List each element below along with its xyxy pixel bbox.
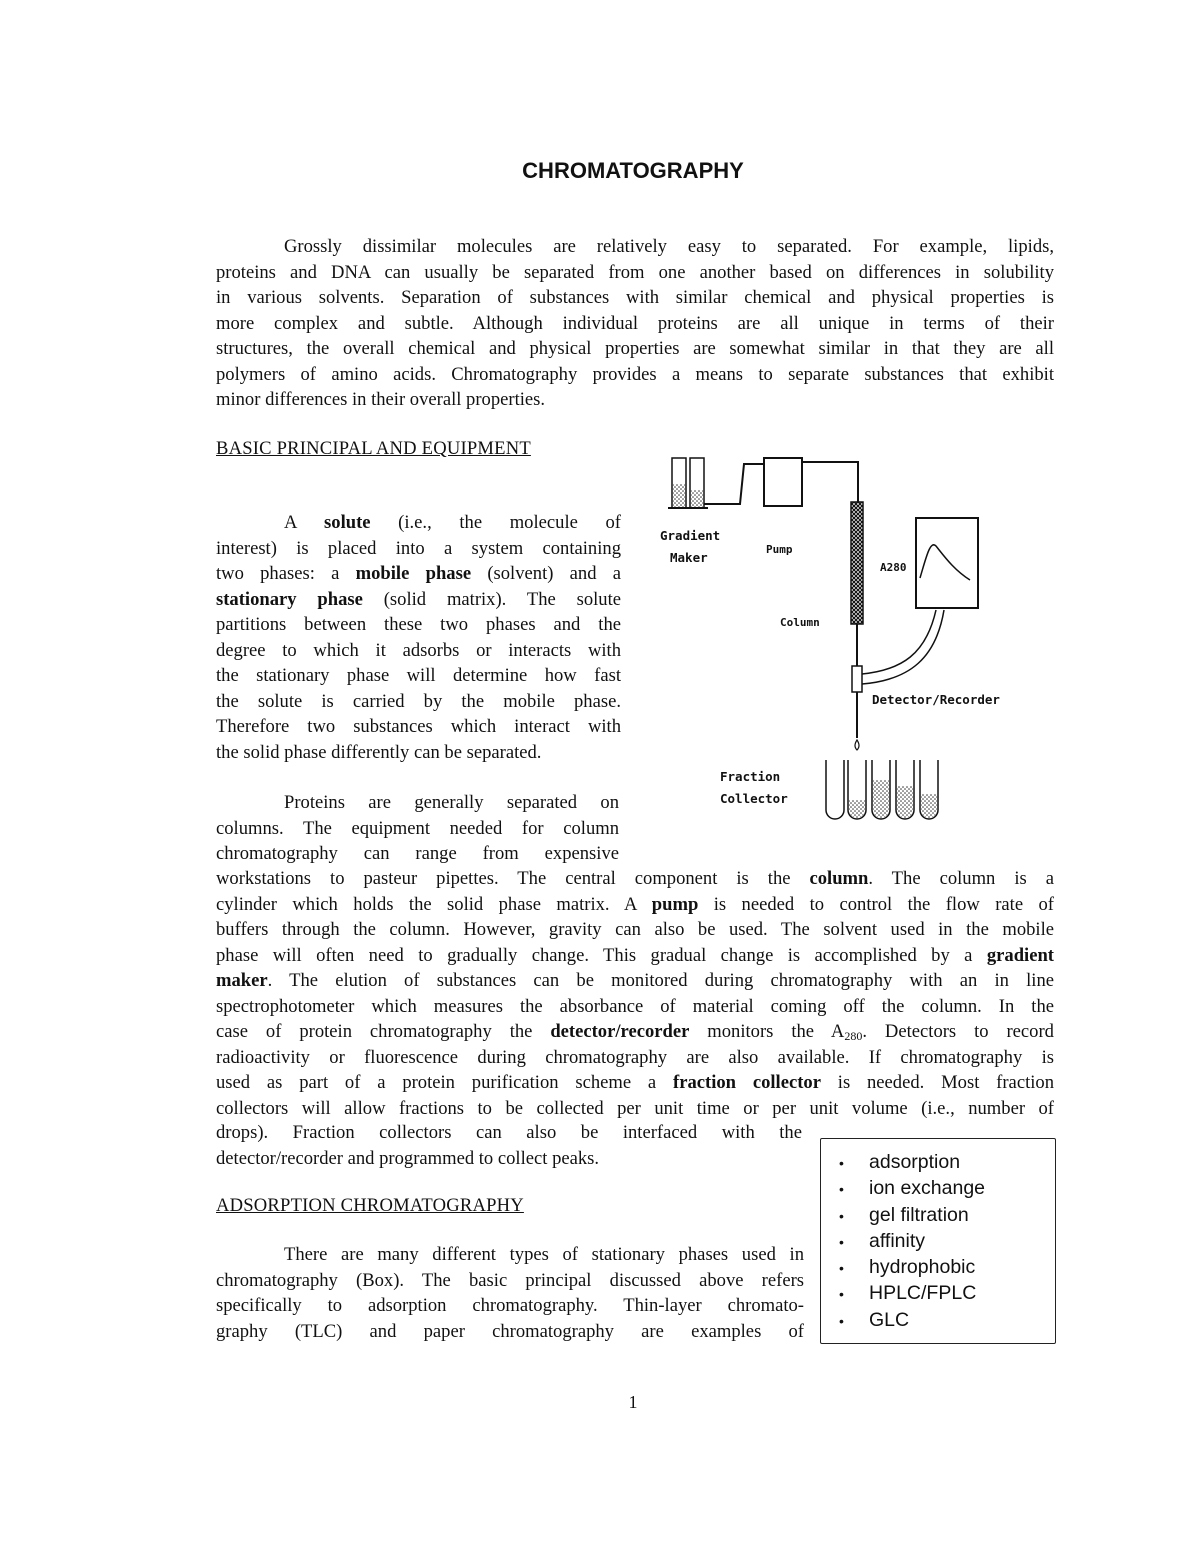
text-span: . The column is a (868, 868, 1054, 889)
text-span: (i.e., the molecule of (370, 512, 621, 533)
text-line: the solute is carried by the mobile phase. (216, 690, 621, 712)
bullet: • (839, 1155, 844, 1171)
text-line (216, 1019, 1054, 1045)
text-line: spectrophotometer which measures the absorbance of material coming off the column. In the (216, 995, 1054, 1017)
text-span: is needed. Most fraction (820, 1072, 1054, 1093)
chromatography-equipment-diagram (640, 448, 1040, 838)
term-column: column (809, 868, 869, 889)
text-line: degree to which it adsorbs or interacts with (216, 639, 621, 661)
section-heading-basic-principal: BASIC PRINCIPAL AND EQUIPMENT (216, 438, 531, 459)
types-list (839, 1149, 985, 1333)
list-item-label: gel filtration (869, 1203, 969, 1226)
label-pump: Pump (766, 543, 793, 556)
list-item (839, 1149, 985, 1175)
list-item (839, 1280, 985, 1306)
text-span: is needed to control the flow rate of (698, 893, 1054, 915)
text-line (216, 1070, 1054, 1096)
text-line (216, 866, 1054, 892)
list-item-label: affinity (869, 1229, 926, 1252)
bullet: • (839, 1312, 844, 1329)
bullet: • (839, 1260, 844, 1277)
term-gradient: gradient (986, 944, 1054, 966)
text-span: . The elution of substances can be monitored during chromatography with an in line (267, 970, 1054, 991)
text-line: interest) is placed into a system containing (216, 537, 621, 559)
list-item (839, 1254, 985, 1280)
protein-paragraph-top (216, 790, 619, 867)
text-line: chromatography (Box). The basic principal discussed above refers (216, 1269, 804, 1291)
text-line: Therefore two substances which interact with (216, 716, 621, 737)
list-item-label: ion exchange (869, 1177, 986, 1200)
section-heading-adsorption: ADSORPTION CHROMATOGRAPHY (216, 1195, 524, 1216)
bullet: • (839, 1181, 844, 1198)
text-line (216, 587, 621, 613)
bullet: • (839, 1286, 844, 1303)
list-item (839, 1175, 985, 1201)
text-span: A (284, 512, 325, 533)
list-item (839, 1307, 985, 1333)
text-line (216, 561, 621, 587)
term-maker: maker (216, 970, 268, 991)
bullet: • (839, 1233, 844, 1250)
text-span: monitors the A (689, 1021, 845, 1042)
text-line: the stationary phase will determine how fast (216, 665, 621, 686)
text-line: specifically to adsorption chromatography. Thin-layer chromato- (216, 1295, 804, 1316)
term-solute: solute (324, 512, 371, 533)
text-line: Grossly dissimilar molecules are relatively easy to separated. For example, lipids, (284, 236, 1054, 257)
text-span: phase will often need to gradually change. This gradual change is accomplished by a (216, 944, 987, 966)
text-line: partitions between these two phases and the (216, 614, 621, 635)
list-item-label: hydrophobic (869, 1256, 976, 1279)
text-line: structures, the overall chemical and physical properties are somewhat similar in that they are all (216, 338, 1054, 359)
text-line: minor differences in their overall properties. (216, 389, 546, 410)
page-number: 1 (628, 1392, 638, 1412)
term-fraction-collector: fraction collector (673, 1072, 821, 1093)
text-line: graphy (TLC) and paper chromatography are examples of (216, 1320, 804, 1342)
text-line (216, 510, 621, 536)
intro-paragraph (216, 234, 1054, 413)
list-item-label: GLC (869, 1308, 910, 1331)
text-line (216, 968, 1054, 994)
text-span: workstations to pasteur pipettes. The central component is the (216, 868, 810, 889)
text-line: There are many different types of stationary phases used in (284, 1244, 804, 1265)
fraction-collector-icon (826, 760, 938, 819)
term-mobile-phase: mobile phase (355, 563, 472, 584)
text-line: more complex and subtle. Although individual proteins are all unique in terms of their (216, 312, 1054, 334)
list-item-label: adsorption (869, 1151, 961, 1173)
solute-paragraph (216, 510, 621, 765)
list-item-label: HPLC/FPLC (869, 1282, 977, 1305)
label-gradient-maker-1: Gradient (660, 528, 721, 543)
text-span: case of protein chromatography the (216, 1021, 551, 1042)
label-fraction-2: Collector (720, 791, 788, 806)
text-line: proteins and DNA can usually be separated from one another based on differences in solubility (216, 261, 1054, 283)
text-line: buffers through the column. However, gravity can also be used. The solvent used in the mobile (216, 919, 1054, 940)
text-span: (solvent) and a (471, 563, 622, 584)
text-line: polymers of amino acids. Chromatography provides a means to separate substances that exhibit (216, 363, 1054, 385)
column-icon (851, 502, 863, 666)
text-span: two phases: a (216, 563, 356, 584)
label-column: Column (780, 616, 820, 629)
text-span: . Detectors to record (862, 1021, 1054, 1042)
adsorption-paragraph (216, 1242, 804, 1344)
text-span: used as part of a protein purification scheme a (216, 1072, 674, 1093)
text-line (216, 943, 1054, 969)
text-line: in various solvents. Separation of substances with similar chemical and physical properties is (216, 287, 1054, 308)
term-pump: pump (651, 893, 699, 915)
text-line: drops). Fraction collectors can also be interfaced with the (216, 1122, 802, 1143)
label-fraction-1: Fraction (720, 769, 781, 784)
text-line: columns. The equipment needed for column (216, 817, 619, 839)
gradient-maker-icon (668, 458, 764, 508)
label-gradient-maker-2: Maker (670, 550, 708, 565)
term-detector-recorder: detector/recorder (550, 1021, 690, 1042)
pump-icon (764, 458, 858, 506)
text-span: cylinder which holds the solid phase matrix. A (216, 893, 652, 915)
protein-paragraph-wide (216, 866, 1054, 1121)
recorder-icon (916, 518, 978, 608)
text-line: detector/recorder and programmed to collect peaks. (216, 1147, 600, 1169)
label-a280: A280 (880, 561, 907, 574)
term-stationary-phase: stationary phase (216, 588, 363, 610)
bullet: • (839, 1207, 844, 1224)
page-title: CHROMATOGRAPHY (522, 158, 744, 183)
text-line: collectors will allow fractions to be collected per unit time or per unit volume (i.e., number of (216, 1097, 1054, 1119)
protein-paragraph-end (216, 1120, 802, 1171)
label-detector-recorder: Detector/Recorder (872, 692, 1000, 707)
text-span: (solid matrix). The solute (362, 588, 622, 610)
chromatography-types-box (820, 1138, 1056, 1344)
list-item (839, 1202, 985, 1228)
text-line: chromatography can range from expensive (216, 843, 619, 864)
text-line: the solid phase differently can be separated. (216, 741, 542, 763)
subscript-280: 280 (844, 1029, 863, 1043)
detector-icon (852, 666, 862, 750)
text-line: Proteins are generally separated on (284, 792, 619, 813)
list-item (839, 1228, 985, 1254)
text-line (216, 892, 1054, 918)
text-line: radioactivity or fluorescence during chromatography are also available. If chromatography is (216, 1046, 1054, 1068)
